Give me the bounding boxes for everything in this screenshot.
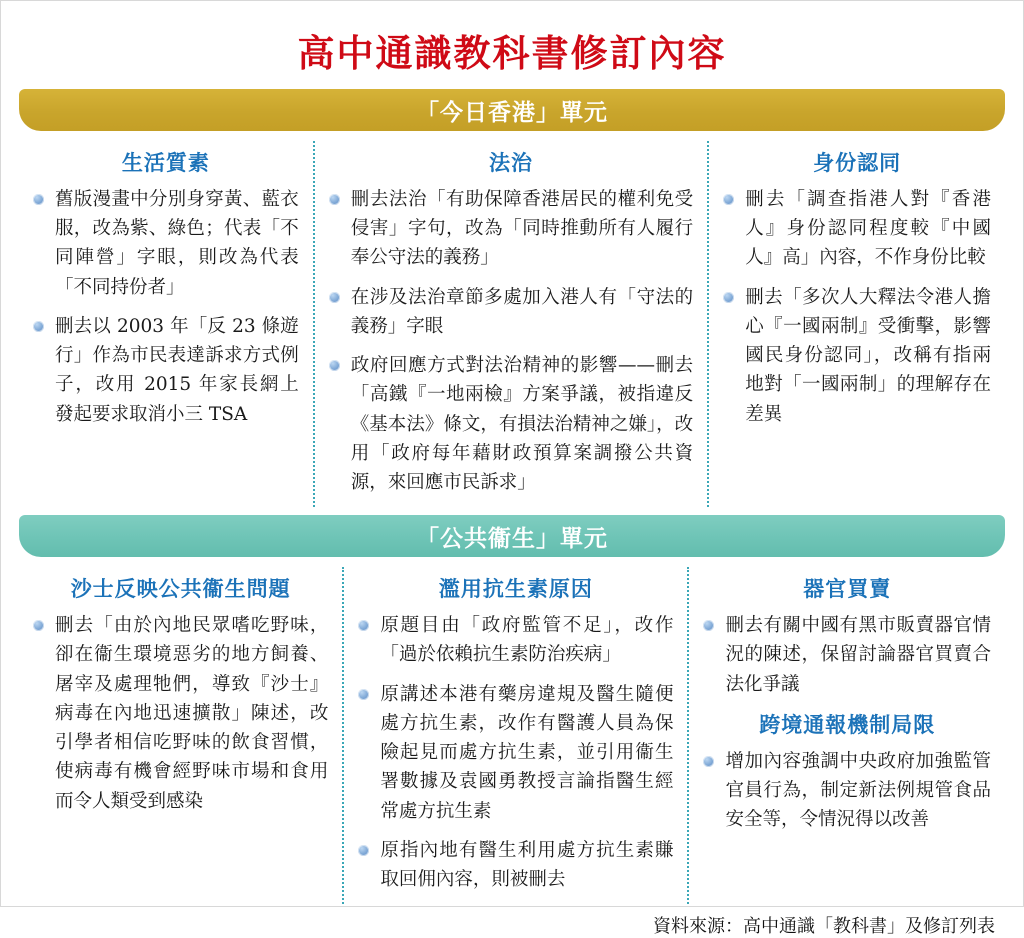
bullet-dot-icon (358, 620, 369, 631)
column-title: 生活質素 (121, 151, 210, 175)
list-item-text: 舊版漫畫中分別身穿黃、藍衣服，改為紫、綠色；代表「不同陣營」字眼，則改為代表「不同持份者」 (55, 189, 299, 298)
section-columns (19, 567, 1005, 904)
item-list (358, 611, 673, 894)
list-item-text: 在涉及法治章節多處加入港人有「守法的義務」字眼 (350, 286, 694, 337)
list-item-text: 政府回應方式對法治精神的影響——刪去「高鐵『一地兩檢』方案爭議，被指違反《基本法》條文，有損法治精神之嫌」，改用「政府每年藉財政預算案調撥公共資源，來回應市民訴求」 (350, 355, 694, 493)
section-columns (19, 141, 1005, 507)
list-item-text: 原題目由「政府監管不足」，改作「過於依賴抗生素防治疾病」 (380, 615, 674, 666)
list-item-text: 增加內容強調中央政府加強監管官員行為，制定新法例規管食品安全等，令情況得以改善 (725, 750, 991, 831)
item-list (723, 185, 991, 429)
list-item-text: 刪去「多次人大釋法令港人擔心『一國兩制』受衝擊，影響國民身份認同」，改稱有指兩地對「一國兩制」的理解存在差異 (745, 286, 991, 425)
list-item (358, 836, 673, 894)
bullet-dot-icon (329, 360, 340, 371)
column-title: 法治 (488, 151, 533, 175)
bullet-dot-icon (329, 292, 340, 303)
source-note: 資料來源：高中通識「教科書」及修訂列表 (653, 916, 995, 938)
item-list (703, 611, 991, 699)
list-item-text: 原講述本港有藥房違規及醫生隨便處方抗生素，改作有醫護人員為保險起見而處方抗生素，並引用衞生署數據及袁國勇教授言論指醫生經常處方抗生素 (380, 683, 674, 822)
column-title: 身份認同 (813, 151, 902, 175)
section-banner-today-hong-kong: 「今日香港」單元 (19, 89, 1005, 131)
list-item (703, 611, 991, 699)
bullet-dot-icon (33, 620, 44, 631)
column-quality-of-life (19, 141, 315, 507)
list-item-text: 刪去「調查指港人對『香港人』身份認同程度較『中國人』高」內容，不作身份比較 (745, 189, 991, 269)
bullet-dot-icon (703, 756, 714, 767)
column-title: 器官買賣 (803, 577, 892, 602)
list-item-text: 刪去法治「有助保障香港居民的權利免受侵害」字句，改為「同時推動所有人履行奉公守法的義務」 (350, 189, 694, 269)
item-list (329, 185, 693, 497)
page-title: 高中通識教科書修訂內容 (297, 32, 727, 75)
list-item-text: 刪去以 2003 年「反 23 條遊行」作為市民表達訴求方式例子，改用 2015 年家長網上發起要求取消小三 TSA (55, 315, 299, 425)
bullet-dot-icon (723, 292, 734, 303)
list-item (329, 185, 693, 273)
subsection-item-list (703, 747, 991, 835)
list-item (33, 185, 299, 302)
column-organ-trade (689, 567, 1005, 904)
list-item (358, 611, 673, 669)
list-item (33, 611, 328, 816)
list-item (723, 185, 991, 273)
section-today-hong-kong (19, 89, 1005, 507)
column-title: 濫用抗生素原因 (438, 577, 593, 602)
bullet-dot-icon (703, 620, 714, 631)
column-antibiotics (344, 567, 689, 904)
bullet-dot-icon (358, 689, 369, 700)
list-item-text: 刪去有關中國有黑市販賣器官情況的陳述，保留討論器官買賣合法化爭議 (725, 615, 991, 695)
column-sars (19, 567, 344, 904)
section-banner-public-health: 「公共衞生」單元 (19, 515, 1005, 557)
list-item (33, 312, 299, 429)
bullet-dot-icon (33, 194, 44, 205)
bullet-dot-icon (33, 321, 44, 332)
section-public-health (19, 515, 1005, 904)
list-item (329, 351, 693, 497)
item-list (33, 611, 328, 816)
bullet-dot-icon (329, 194, 340, 205)
list-item (358, 680, 673, 826)
list-item-text: 刪去「由於內地民眾嗜吃野味，卻在衞生環境惡劣的地方飼養、屠宰及處理牠們，導致『沙士』病毒在內地迅速擴散」陳述，改引學者相信吃野味的飲食習慣，使病毒有機會經野味市場和食用而令人類受到感染 (55, 615, 329, 812)
bullet-dot-icon (723, 194, 734, 205)
list-item (329, 283, 693, 341)
subsection-title: 跨境通報機制局限 (759, 712, 936, 737)
item-list (33, 185, 299, 429)
list-item-text: 原指內地有醫生利用處方抗生素賺取回佣內容，則被刪去 (380, 839, 674, 890)
list-item (723, 283, 991, 429)
column-title: 沙士反映公共衞生問題 (70, 577, 291, 602)
column-identity (709, 141, 1005, 507)
column-rule-of-law (315, 141, 709, 507)
bullet-dot-icon (358, 845, 369, 856)
list-item (703, 747, 991, 835)
